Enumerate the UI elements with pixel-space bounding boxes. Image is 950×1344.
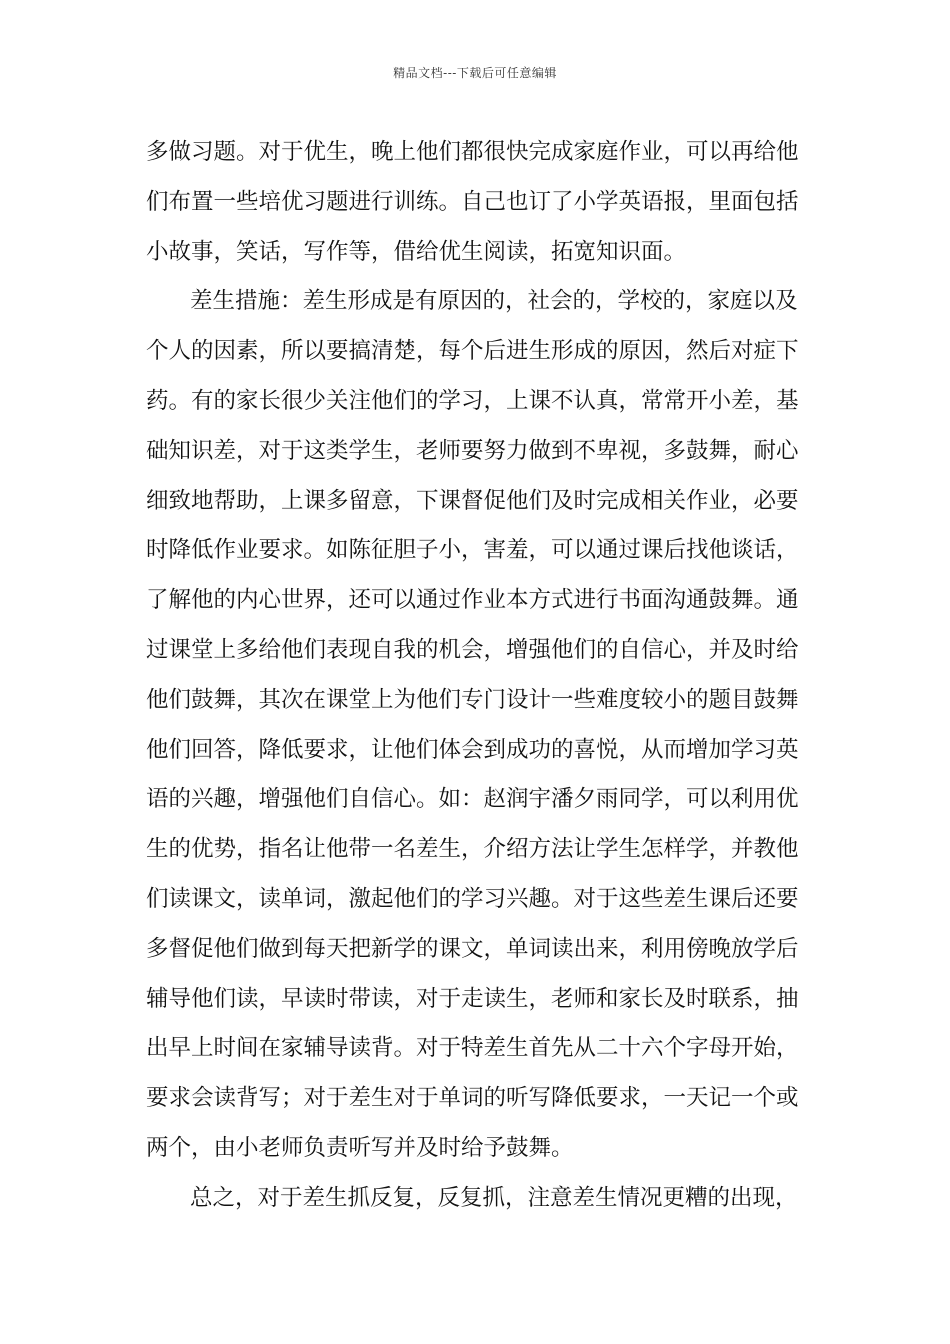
text-line: 差生措施：差生形成是有原因的，社会的，学校的，家庭以及: [190, 288, 798, 315]
text-line: 他们回答，降低要求，让他们体会到成功的喜悦，从而增加学习英: [146, 736, 799, 763]
text-line: 们读课文，读单词，激起他们的学习兴趣。对于这些差生课后还要: [146, 885, 799, 912]
text-line: 过课堂上多给他们表现自我的机会，增强他们的自信心，并及时给: [146, 636, 799, 663]
text-line: 辅导他们读，早读时带读，对于走读生，老师和家长及时联系，抽: [146, 985, 799, 1012]
text-line: 药。有的家长很少关注他们的学习，上课不认真，常常开小差，基: [146, 387, 799, 414]
text-line: 时降低作业要求。如陈征胆子小，害羞，可以通过课后找他谈话，: [146, 537, 799, 564]
text-line: 生的优势，指名让他带一名差生，介绍方法让学生怎样学，并教他: [146, 836, 799, 863]
page-header: 精品文档---下载后可任意编辑: [393, 66, 557, 80]
text-line: 们布置一些培优习题进行训练。自己也订了小学英语报，里面包括: [146, 188, 799, 215]
text-line: 两个，由小老师负责听写并及时给予鼓舞。: [146, 1134, 574, 1161]
text-line: 了解他的内心世界，还可以通过作业本方式进行书面沟通鼓舞。通: [146, 587, 799, 614]
document-body: [146, 128, 806, 1224]
text-line: 他们鼓舞，其次在课堂上为他们专门设计一些难度较小的题目鼓舞: [146, 686, 799, 713]
text-line: 要求会读背写；对于差生对于单词的听写降低要求，一天记一个或: [146, 1085, 799, 1112]
text-line: 总之，对于差生抓反复，反复抓，注意差生情况更糟的出现，: [190, 1184, 798, 1211]
text-line: 细致地帮助，上课多留意，下课督促他们及时完成相关作业，必要: [146, 487, 799, 514]
text-line: 多做习题。对于优生，晚上他们都很快完成家庭作业，可以再给他: [146, 139, 799, 165]
text-line: 出早上时间在家辅导读背。对于特差生首先从二十六个字母开始，: [146, 1035, 799, 1062]
text-line: 础知识差，对于这类学生，老师要努力做到不卑视，多鼓舞，耐心: [146, 437, 799, 464]
text-line: 小故事，笑话，写作等，借给优生阅读，拓宽知识面。: [146, 238, 687, 265]
text-line: 个人的因素，所以要搞清楚，每个后进生形成的原因，然后对症下: [146, 338, 799, 365]
text-line: 多督促他们做到每天把新学的课文，单词读出来，利用傍晚放学后: [146, 935, 799, 962]
text-line: 语的兴趣，增强他们自信心。如：赵润宇潘夕雨同学，可以利用优: [146, 786, 799, 813]
